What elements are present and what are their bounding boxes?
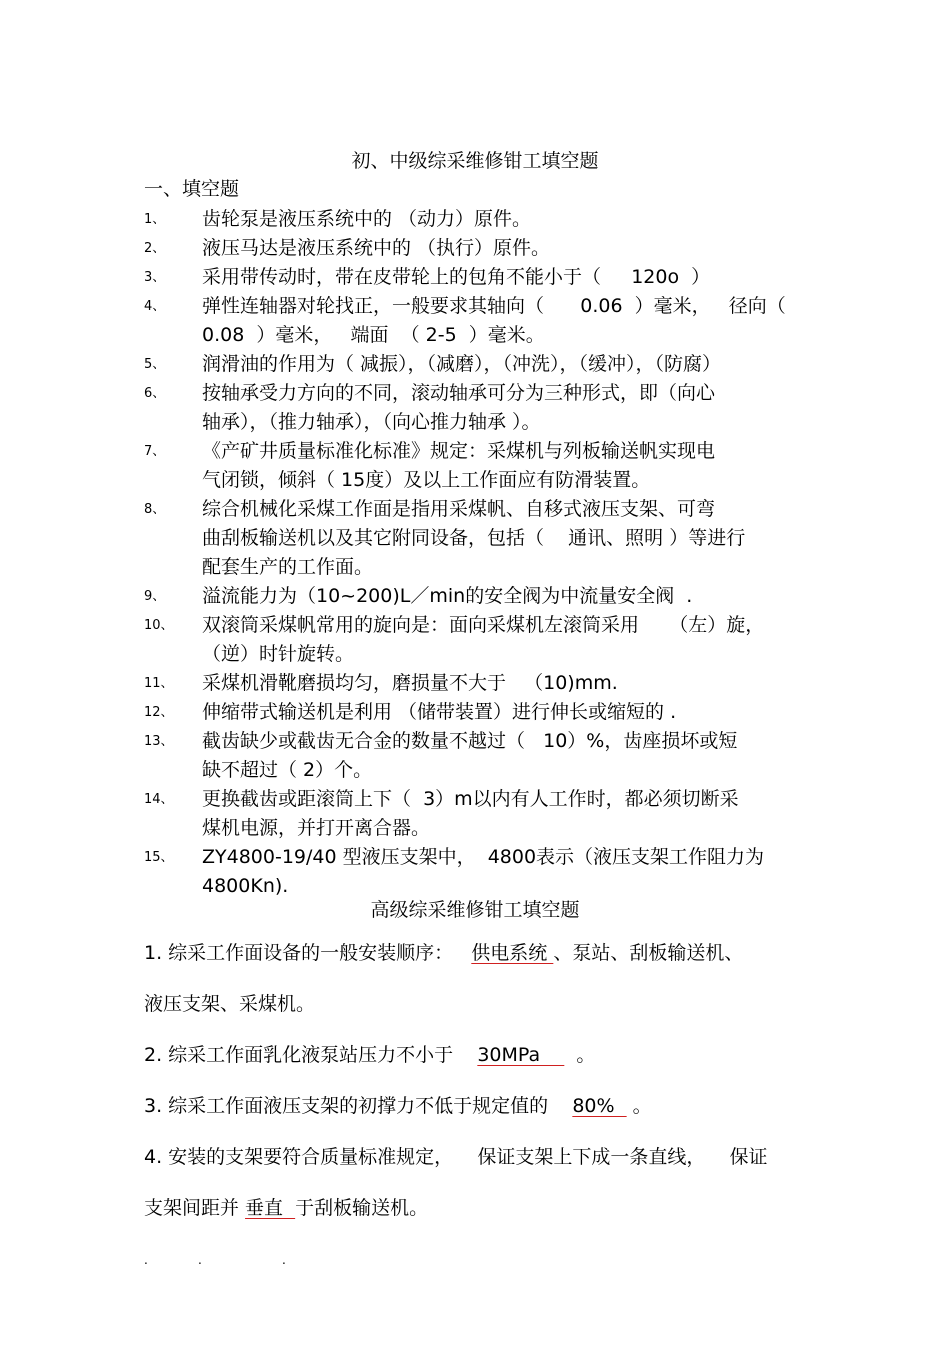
item-text: 《产矿井质量标准化标准》规定：采煤机与列板输送帆实现电 气闭锁，倾斜（ 15度）及以上工作面应有防滑装置。 — [202, 440, 716, 491]
section-heading: 一、填空题 — [144, 178, 240, 200]
item-number: 10、 — [144, 618, 174, 633]
question-text: 1. 综采工作面设备的一般安装顺序： — [144, 942, 472, 964]
item-number: 11、 — [144, 676, 174, 691]
item-number: 15、 — [144, 850, 174, 865]
item-number: 13、 — [144, 734, 174, 749]
list-item — [144, 205, 809, 234]
item-text: 采用带传动时，带在皮带轮上的包角不能小于（ 120o ） — [202, 266, 711, 288]
answer-blank: 垂直 — [245, 1197, 296, 1219]
list-item — [144, 437, 809, 495]
item-text: 双滚筒采煤帆常用的旋向是：面向采煤机左滚筒采用 （左）旋， （逆）时针旋转。 — [202, 614, 765, 665]
question-text: 支架间距并 — [144, 1197, 246, 1219]
item-text: ZY4800-19/40 型液压支架中， 4800表示（液压支架工作阻力为 4800Kn). — [202, 846, 765, 897]
answer-blank: 供电系统 — [471, 942, 554, 964]
advanced-question: 4. 安装的支架要符合质量标准规定， 保证支架上下成一条直线， 保证 — [144, 1146, 768, 1168]
question-text: 。 — [626, 1095, 652, 1117]
item-number: 2、 — [144, 241, 166, 256]
list-item — [144, 379, 809, 437]
item-number: 7、 — [144, 444, 166, 459]
footer-dot: . — [144, 1253, 148, 1267]
list-item — [144, 611, 809, 669]
item-text: 更换截齿或距滚筒上下（ 3）m以内有人工作时，都必须切断采 煤机电源，并打开离合器。 — [202, 788, 739, 839]
advanced-question — [144, 928, 809, 979]
footer-dot: . — [198, 1253, 202, 1267]
item-text: 溢流能力为（10~200)L／min的安全阀为中流量安全阀 . — [202, 585, 693, 607]
item-number: 9、 — [144, 589, 166, 604]
page-title: 初、中级综采维修钳工填空题 — [351, 150, 599, 172]
list-item — [144, 669, 809, 698]
item-text: 伸缩带式输送机是利用 （储带装置）进行伸长或缩短的 . — [202, 701, 677, 723]
question-text: 、泵站、刮板输送机、 — [553, 942, 744, 964]
answer-blank: 80% — [572, 1095, 627, 1117]
advanced-question-continued: 液压支架、采煤机。 — [144, 993, 316, 1015]
item-text: 按轴承受力方向的不同，滚动轴承可分为三种形式，即（向心 轴承），（推力轴承），（向心推力轴承 ）。 — [202, 382, 716, 433]
item-text: 液压马达是液压系统中的 （执行）原件。 — [202, 237, 551, 259]
item-text: 弹性连轴器对轮找正，一般要求其轴向（ 0.06 ）毫米， 径向（ 0.08 ）毫米， 端面 （ 2-5 ）毫米。 — [202, 295, 798, 346]
list-item — [144, 785, 809, 843]
advanced-question-continued — [144, 1183, 809, 1234]
list-item — [144, 292, 809, 350]
item-number: 1、 — [144, 212, 166, 227]
question-text: 3. 综采工作面液压支架的初撑力不低于规定值的 — [144, 1095, 573, 1117]
list-item — [144, 727, 809, 785]
list-item — [144, 843, 809, 901]
list-item — [144, 350, 809, 379]
item-number: 3、 — [144, 270, 166, 285]
item-text: 截齿缺少或截齿无合金的数量不越过（ 10）%，齿座损坏或短 缺不超过（ 2）个。 — [202, 730, 738, 781]
question-text: 。 — [564, 1044, 596, 1066]
item-number: 4、 — [144, 299, 166, 314]
advanced-question — [144, 1030, 809, 1081]
item-number: 5、 — [144, 357, 166, 372]
item-number: 6、 — [144, 386, 166, 401]
item-number: 14、 — [144, 792, 174, 807]
list-item — [144, 495, 809, 582]
item-number: 8、 — [144, 502, 166, 517]
item-text: 综合机械化采煤工作面是指用采煤帆、自移式液压支架、可弯 曲刮板输送机以及其它附同设备，包括（ 通讯、照明 ）等进行 配套生产的工作面。 — [202, 498, 746, 578]
footer-dot: . — [282, 1253, 286, 1267]
item-text: 采煤机滑靴磨损均匀，磨损量不大于 （10)mm. — [202, 672, 618, 694]
list-item — [144, 698, 809, 727]
advanced-questions — [144, 928, 809, 1234]
section-title-advanced: 高级综采维修钳工填空题 — [370, 899, 580, 921]
question-text: 于刮板输送机。 — [295, 1197, 429, 1219]
list-item — [144, 263, 809, 292]
list-item — [144, 234, 809, 263]
advanced-question — [144, 1081, 809, 1132]
question-text: 2. 综采工作面乳化液泵站压力不小于 — [144, 1044, 478, 1066]
item-number: 12、 — [144, 705, 174, 720]
item-text: 润滑油的作用为（ 减振），（减磨），（冲洗），（缓冲），（防腐） — [202, 353, 722, 375]
answer-blank: 30MPa — [477, 1044, 565, 1066]
list-item — [144, 582, 809, 611]
question-list — [144, 205, 809, 901]
item-text: 齿轮泵是液压系统中的 （动力）原件。 — [202, 208, 532, 230]
